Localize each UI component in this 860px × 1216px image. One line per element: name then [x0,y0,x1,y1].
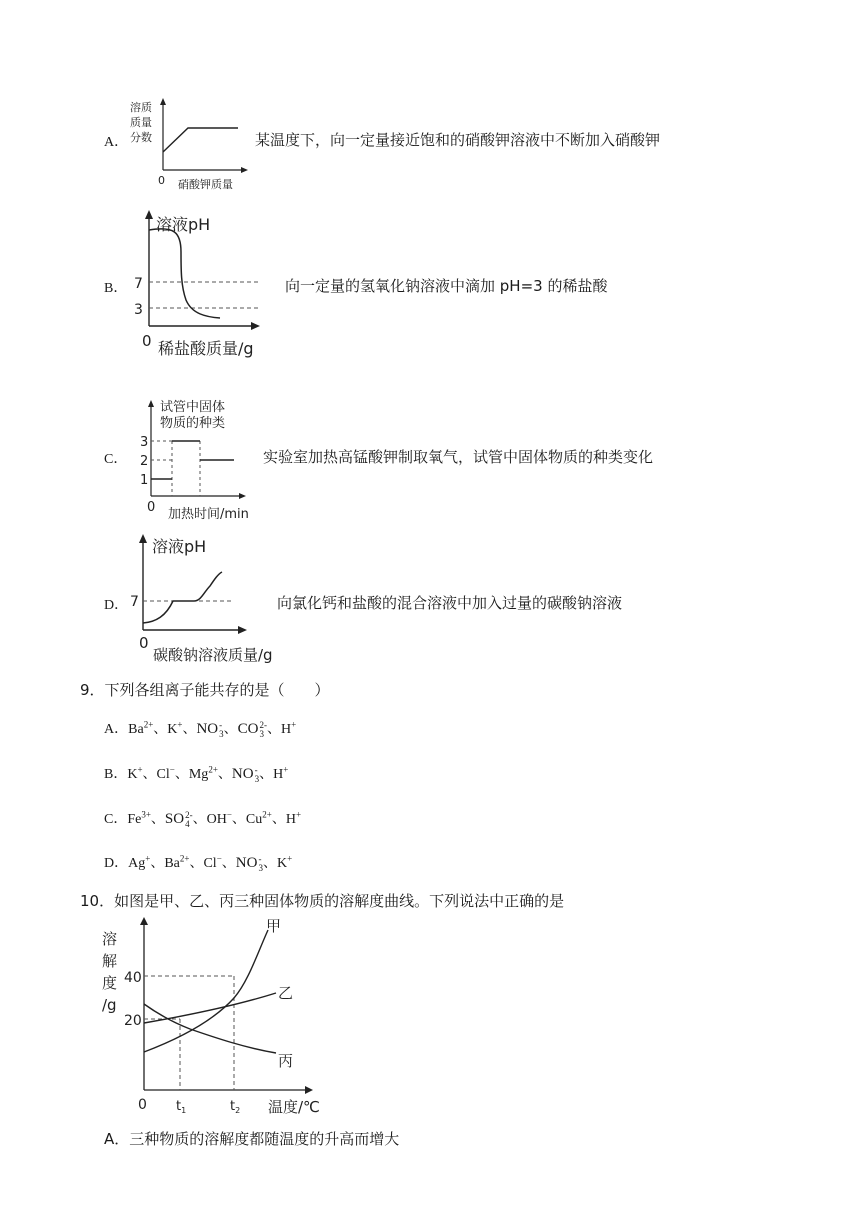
ion: K+ [276,853,293,871]
ion: H+ [273,764,289,782]
graph-c-ylabel-1: 试管中固体 [160,400,226,415]
q9-a-ions [128,719,297,739]
graph-d-xlabel: 碳酸钠溶液质量/g [153,646,273,664]
graph-b-y-arrow [145,210,153,219]
q10-a-letter: A． [104,1130,130,1148]
ion: $Mg^{2+}$ [188,764,218,782]
q10-option-a [104,1128,399,1149]
separator: 、 [271,812,286,827]
separator: 、 [223,722,238,737]
graph-b-origin: 0 [142,332,152,350]
graph-a-ylabel-1: 溶质 [130,101,152,114]
ion: H+ [280,719,297,737]
graph-d-curve [143,572,222,623]
option-a-letter: A． [104,135,129,150]
sol-y-arrow [140,917,148,925]
ion: $Fe^{3+}$ [127,809,151,827]
option-b-desc: 向一定量的氢氧化钠溶液中滴加 pH=3 的稀盐酸 [285,277,608,295]
ion: K+ [167,719,183,737]
q9-stem: 9．下列各组离子能共存的是（ ） [80,681,330,699]
separator: 、 [150,856,165,871]
graph-c [138,396,262,522]
ion: H+ [285,809,302,827]
option-d-letter: D． [104,598,129,613]
ion: NO - 3 [235,853,263,873]
graph-d-tick-7: 7 [130,594,139,610]
sol-label-bing: 丙 [278,1052,294,1070]
graph-a-curve [163,128,238,152]
graph-a-y-arrow [160,98,166,105]
separator: 、 [217,767,232,782]
sol-x-arrow [305,1086,313,1094]
graph-a-origin: 0 [158,174,165,187]
graph-d [126,530,282,670]
sol-ylabel-2: 解 [102,952,118,970]
graph-b-x-arrow [251,322,260,330]
graph-a-xlabel: 硝酸钾质量 [178,178,233,191]
solubility-graph [96,912,326,1122]
separator: 、 [259,767,274,782]
ion: Cl− [203,853,222,871]
sol-ytick-20: 20 [124,1013,142,1029]
graph-a-ylabel-3: 分数 [130,131,152,144]
ion: CO 2- 3 [237,719,267,739]
sol-ylabel-1: 溶 [102,930,118,948]
q9-d-letter: D． [104,856,129,871]
q9-option-b [104,763,288,784]
graph-c-origin: 0 [147,500,156,515]
graph-d-ylabel: 溶液pH [152,537,207,556]
sol-ylabel-4: /g [102,996,117,1014]
sol-xtick-t1: $t_1$ [176,1099,187,1115]
q9-a-letter: A． [104,722,129,737]
graph-b-tick-3: 3 [134,302,143,318]
ion: $Ba^{2+}$ [164,853,190,871]
graph-a-x-arrow [241,167,248,173]
option-d-desc: 向氯化钙和盐酸的混合溶液中加入过量的碳酸钠溶液 [277,594,623,612]
q10-stem: 10．如图是甲、乙、丙三种固体物质的溶解度曲线。下列说法中正确的是 [80,892,565,910]
ion: $Cu^{2+}$ [245,809,272,827]
graph-c-tick-2: 2 [140,454,149,469]
sol-origin: 0 [138,1097,147,1113]
separator: 、 [150,812,165,827]
ion: K+ [127,764,143,782]
graph-a-ylabel-2: 质量 [130,116,152,129]
separator: 、 [182,722,197,737]
q9-option-c [104,808,301,829]
graph-d-origin: 0 [139,634,149,652]
graph-c-tick-1: 1 [140,473,149,488]
sol-label-yi: 乙 [278,984,294,1002]
separator: 、 [231,812,246,827]
graph-c-y-arrow [148,400,154,407]
sol-xtick-t2: $t_2$ [230,1099,241,1115]
ion: NO - 3 [231,764,260,784]
q9-b-ions [127,764,289,784]
q10-a-text: 三种物质的溶解度都随温度的升高而增大 [129,1130,400,1148]
option-b-letter: B． [104,281,128,296]
graph-d-x-arrow [238,626,247,634]
ion: Ag+ [128,853,151,871]
q9-option-d [104,852,292,873]
separator: 、 [192,812,207,827]
sol-curve-bing [144,1004,276,1053]
ion: OH− [206,809,232,827]
graph-b-ylabel: 溶液pH [156,215,211,234]
sol-xlabel: 温度/℃ [268,1098,320,1116]
sol-ytick-40: 40 [124,970,142,986]
option-a-desc: 某温度下，向一定量接近饱和的硝酸钾溶液中不断加入硝酸钾 [255,131,661,149]
graph-b-xlabel: 稀盐酸质量/g [158,339,254,358]
q9-b-letter: B． [104,767,128,782]
sol-ylabel-3: 度 [102,974,118,992]
option-c-letter: C． [104,452,128,467]
separator: 、 [262,856,277,871]
graph-c-tick-3: 3 [140,435,149,450]
separator: 、 [153,722,168,737]
ion: $Ba^{2+}$ [128,719,154,737]
graph-d-y-arrow [139,534,147,543]
q9-c-ions [127,809,302,829]
graph-b-curve [149,229,220,318]
graph-b [128,208,278,360]
graph-c-x-arrow [239,493,246,499]
separator: 、 [142,767,157,782]
graph-c-xlabel: 加热时间/min [168,507,249,522]
q9-option-a [104,718,296,739]
separator: 、 [266,722,281,737]
q9-c-letter: C． [104,812,128,827]
ion: SO 2- 4 [164,809,193,829]
option-c-desc: 实验室加热高锰酸钾制取氧气，试管中固体物质的种类变化 [263,448,654,466]
sol-label-jia: 甲 [266,917,282,935]
separator: 、 [174,767,189,782]
graph-c-ylabel-2: 物质的种类 [160,416,226,431]
ion: Cl− [156,764,175,782]
separator: 、 [189,856,204,871]
graph-b-tick-7: 7 [134,276,143,292]
graph-a [126,98,252,194]
separator: 、 [221,856,236,871]
q9-d-ions [128,853,293,873]
ion: NO - 3 [196,719,224,739]
